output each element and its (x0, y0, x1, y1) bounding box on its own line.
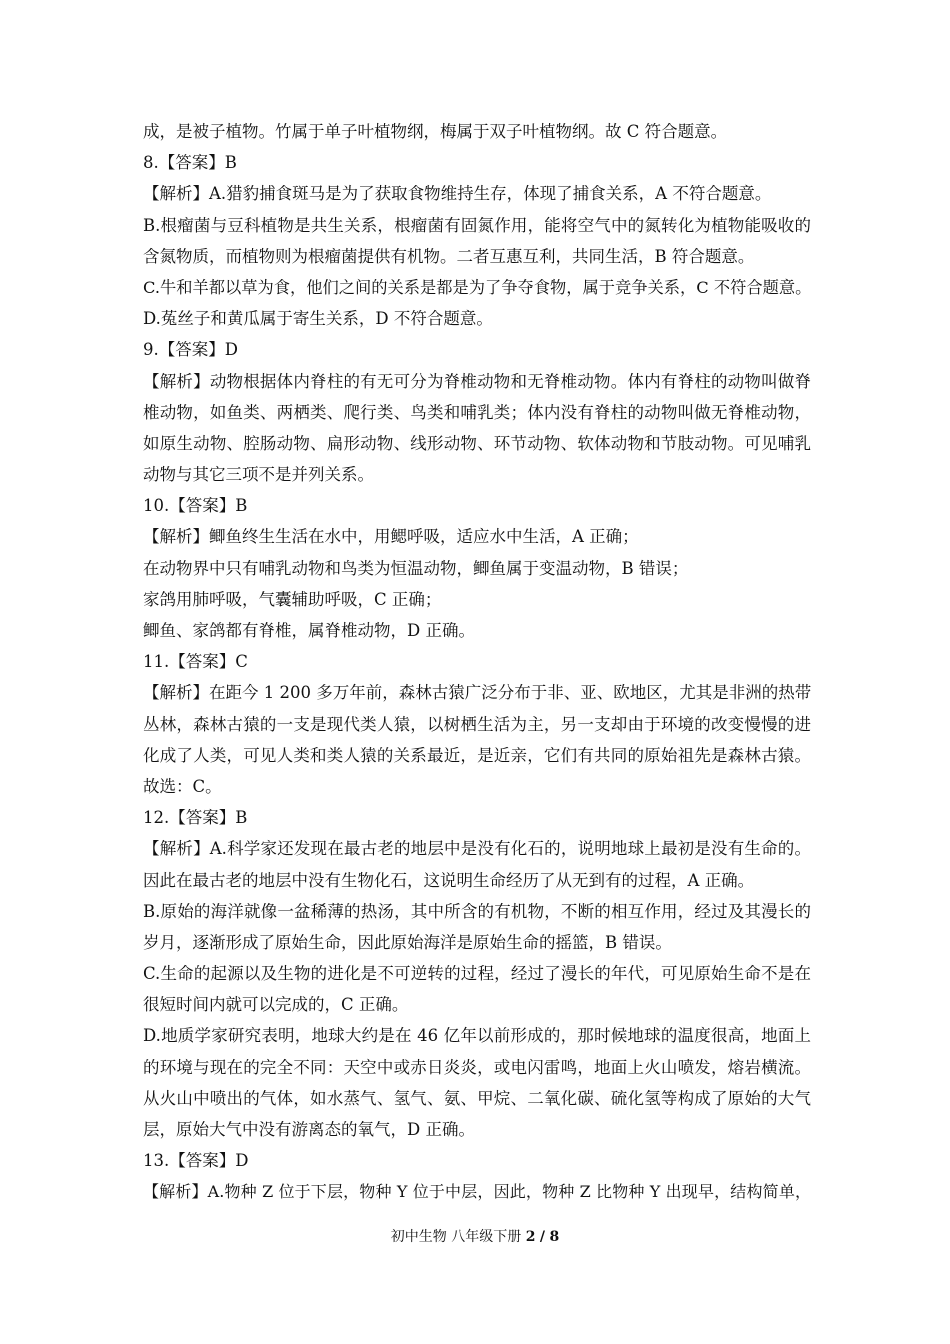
text-line: B.原始的海洋就像一盆稀薄的热汤，其中所含的有机物，不断的相互作用，经过及其漫长的 (143, 901, 811, 921)
page-number: 2 (525, 1229, 536, 1245)
text-line: D.菟丝子和黄瓜属于寄生关系，D 不符合题意。 (143, 309, 493, 329)
text-line: 12.【答案】B (143, 808, 248, 828)
text-line: 动物与其它三项不是并列关系。 (143, 465, 374, 485)
text-line: 化成了人类，可见人类和类人猿的关系最近，是近亲，它们有共同的原始祖先是森林古猿。 (143, 745, 811, 765)
text-line: 家鸽用肺呼吸，气囊辅助呼吸，C 正确； (143, 589, 442, 609)
page-footer (0, 1226, 950, 1246)
text-line: 岁月，逐渐形成了原始生命，因此原始海洋是原始生命的摇篮，B 错误。 (143, 932, 672, 952)
text-line: 10.【答案】B (143, 496, 248, 516)
text-line: 丛林，森林古猿的一支是现代类人猿，以树栖生活为主，另一支却由于环境的改变慢慢的进 (143, 714, 811, 734)
text-line: 【解析】在距今 1 200 多万年前，森林古猿广泛分布于非、亚、欧地区，尤其是非洲的热带 (143, 683, 811, 703)
text-line: 【解析】动物根据体内脊柱的有无可分为脊椎动物和无脊椎动物。体内有脊柱的动物叫做脊 (143, 371, 811, 391)
text-line: D.地质学家研究表明，地球大约是在 46 亿年以前形成的，那时候地球的温度很高，地面上 (143, 1026, 811, 1046)
text-line: 从火山中喷出的气体，如水蒸气、氢气、氨、甲烷、二氧化碳、硫化氢等构成了原始的大气 (143, 1088, 811, 1108)
footer-label: 初中生物 八年级下册 (390, 1229, 522, 1245)
text-line: 9.【答案】D (143, 340, 238, 360)
answer-explanations (143, 116, 811, 1208)
page-total: 8 (549, 1229, 560, 1245)
text-line: C.生命的起源以及生物的进化是不可逆转的过程，经过了漫长的年代，可见原始生命不是在 (143, 964, 811, 984)
text-line: 【解析】A.猎豹捕食斑马是为了获取食物维持生存，体现了捕食关系，A 不符合题意。 (143, 184, 772, 204)
text-line: 成，是被子植物。竹属于单子叶植物纲，梅属于双子叶植物纲。故 C 符合题意。 (143, 122, 728, 141)
text-line: 的环境与现在的完全不同：天空中或赤日炎炎，或电闪雷鸣，地面上火山喷发，熔岩横流。 (143, 1057, 811, 1077)
text-line: 【解析】A.科学家还发现在最古老的地层中是没有化石的，说明地球上最初是没有生命的。 (143, 839, 811, 859)
text-line: 13.【答案】D (143, 1151, 249, 1171)
text-line: 故选：C。 (143, 776, 222, 796)
text-line: 鲫鱼、家鸽都有脊椎，属脊椎动物，D 正确。 (143, 621, 475, 640)
text-line: 【解析】鲫鱼终生生活在水中，用鳃呼吸，适应水中生活，A 正确； (143, 527, 639, 547)
text-line: B.根瘤菌与豆科植物是共生关系，根瘤菌有固氮作用，能将空气中的氮转化为植物能吸收的 (143, 215, 811, 235)
text-line: 11.【答案】C (143, 652, 248, 672)
text-line: 因此在最古老的地层中没有生物化石，这说明生命经历了从无到有的过程，A 正确。 (143, 870, 755, 890)
text-line: C.牛和羊都以草为食，他们之间的关系是都是为了争夺食物，属于竞争关系，C 不符合题意。 (143, 277, 811, 297)
page-separator: / (539, 1229, 546, 1245)
text-line: 含氮物质，而植物则为根瘤菌提供有机物。二者互惠互利，共同生活，B 符合题意。 (143, 246, 755, 266)
text-line: 8.【答案】B (143, 153, 237, 173)
text-line: 椎动物，如鱼类、两栖类、爬行类、鸟类和哺乳类；体内没有脊柱的动物叫做无脊椎动物， (143, 402, 811, 422)
text-line: 【解析】A.物种 Z 位于下层，物种 Y 位于中层，因此，物种 Z 比物种 Y 出现早，结构简单， (143, 1182, 811, 1202)
text-line: 层，原始大气中没有游离态的氧气，D 正确。 (143, 1120, 475, 1139)
text-line: 如原生动物、腔肠动物、扁形动物、线形动物、环节动物、软体动物和节肢动物。可见哺乳 (143, 433, 811, 453)
text-line: 在动物界中只有哺乳动物和鸟类为恒温动物，鲫鱼属于变温动物，B 错误； (143, 558, 689, 578)
text-line: 很短时间内就可以完成的，C 正确。 (143, 995, 409, 1015)
